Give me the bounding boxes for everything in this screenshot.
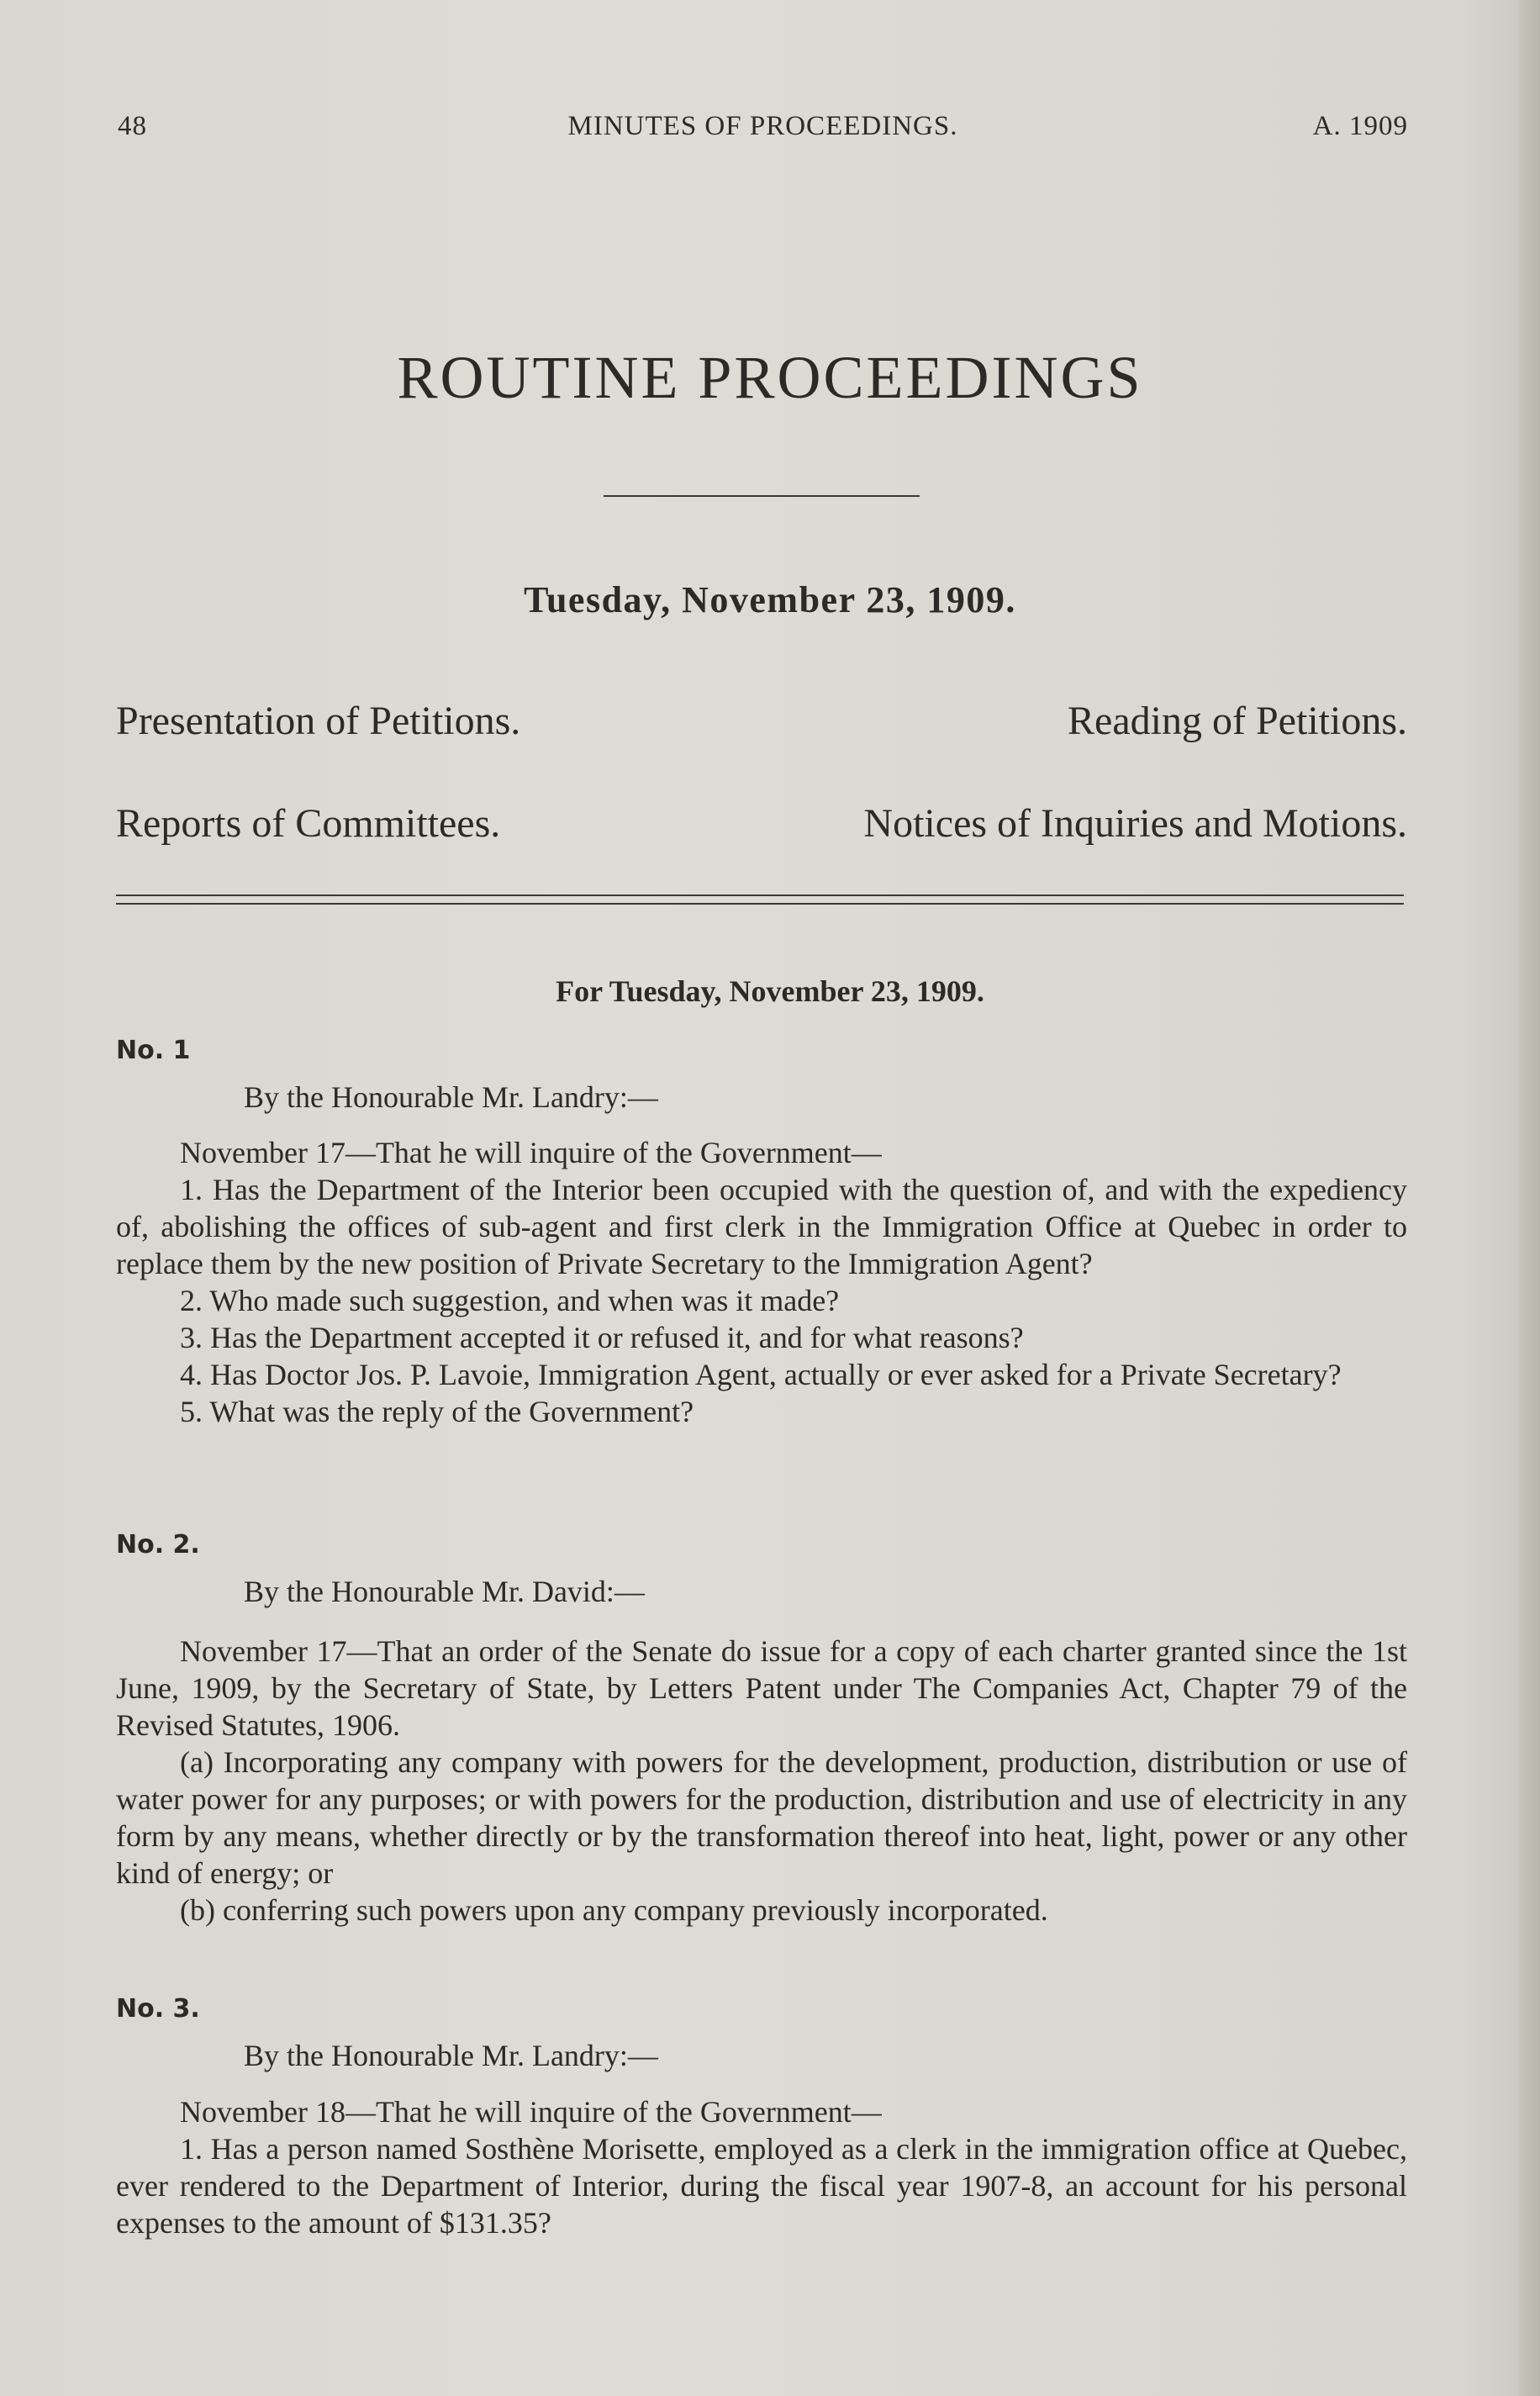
heading-presentation: Presentation of Petitions. <box>116 699 521 743</box>
paragraph: (b) conferring such powers upon any company previously incorporated. <box>180 1893 1048 1927</box>
page-title: ROUTINE PROCEEDINGS <box>397 344 1143 411</box>
running-head <box>118 111 1408 153</box>
item-3-text <box>116 2093 1407 2241</box>
item-number: No. 3. <box>116 1994 200 2024</box>
item-mover: By the Honourable Mr. Landry:— <box>244 2039 658 2072</box>
heading-reading: Reading of Petitions. <box>1068 699 1407 743</box>
item-2-text <box>116 1633 1407 1929</box>
paragraph: November 17—That an order of the Senate do issue for a copy of each charter granted since the 1st June, 1909, by the Secretary of State, by Letters Patent under The Companies Act, Chapter 79 of the Revised Statutes, 1906. <box>116 1634 1407 1742</box>
session-year: A. 1909 <box>1312 111 1408 141</box>
paragraph: November 18—That he will inquire of the Government— <box>180 2095 882 2129</box>
paragraph: 4. Has Doctor Jos. P. Lavoie, Immigration Agent, actually or ever asked for a Private Secretary? <box>180 1358 1342 1391</box>
date-heading: Tuesday, November 23, 1909. <box>524 579 1016 620</box>
paragraph: 5. What was the reply of the Government? <box>180 1395 694 1428</box>
paragraph: 1. Has a person named Sosthène Morisette, employed as a clerk in the immigration office at Quebec, ever rendered to the Department of Interior, during the fiscal year 1907-8, an account for his personal expenses to the amount of $131.35? <box>116 2132 1407 2240</box>
page-number: 48 <box>118 111 147 141</box>
item-number: No. 2. <box>116 1530 200 1560</box>
title-rule <box>604 495 920 497</box>
paragraph: 2. Who made such suggestion, and when was it made? <box>180 1284 840 1317</box>
paragraph: (a) Incorporating any company with powers for the development, production, distribution or use of water power for any purposes; or with powers for the production, distribution and use of electricity in any form by any means, whether directly or by the transformation thereof into heat, light, power or any other kind of energy; or <box>116 1745 1407 1890</box>
heading-notices: Notices of Inquiries and Motions. <box>863 801 1407 846</box>
heading-reports: Reports of Committees. <box>116 801 501 846</box>
item-number: No. 1 <box>116 1036 191 1065</box>
double-rule <box>116 895 1404 905</box>
running-title: MINUTES OF PROCEEDINGS. <box>567 111 958 141</box>
paragraph: November 17—That he will inquire of the Government— <box>180 1136 882 1169</box>
item-mover: By the Honourable Mr. David:— <box>244 1575 645 1608</box>
paragraph: 1. Has the Department of the Interior been occupied with the question of, and with the expediency of, abolishing the offices of sub-agent and first clerk in the Immigration Office at Quebec in order to replace them by the new position of Private Secretary to the Immigration Agent? <box>116 1173 1407 1280</box>
paragraph: 3. Has the Department accepted it or refused it, and for what reasons? <box>180 1321 1024 1354</box>
item-1-text <box>116 1134 1407 1430</box>
for-date-line: For Tuesday, November 23, 1909. <box>556 974 984 1008</box>
item-mover: By the Honourable Mr. Landry:— <box>244 1080 658 1114</box>
